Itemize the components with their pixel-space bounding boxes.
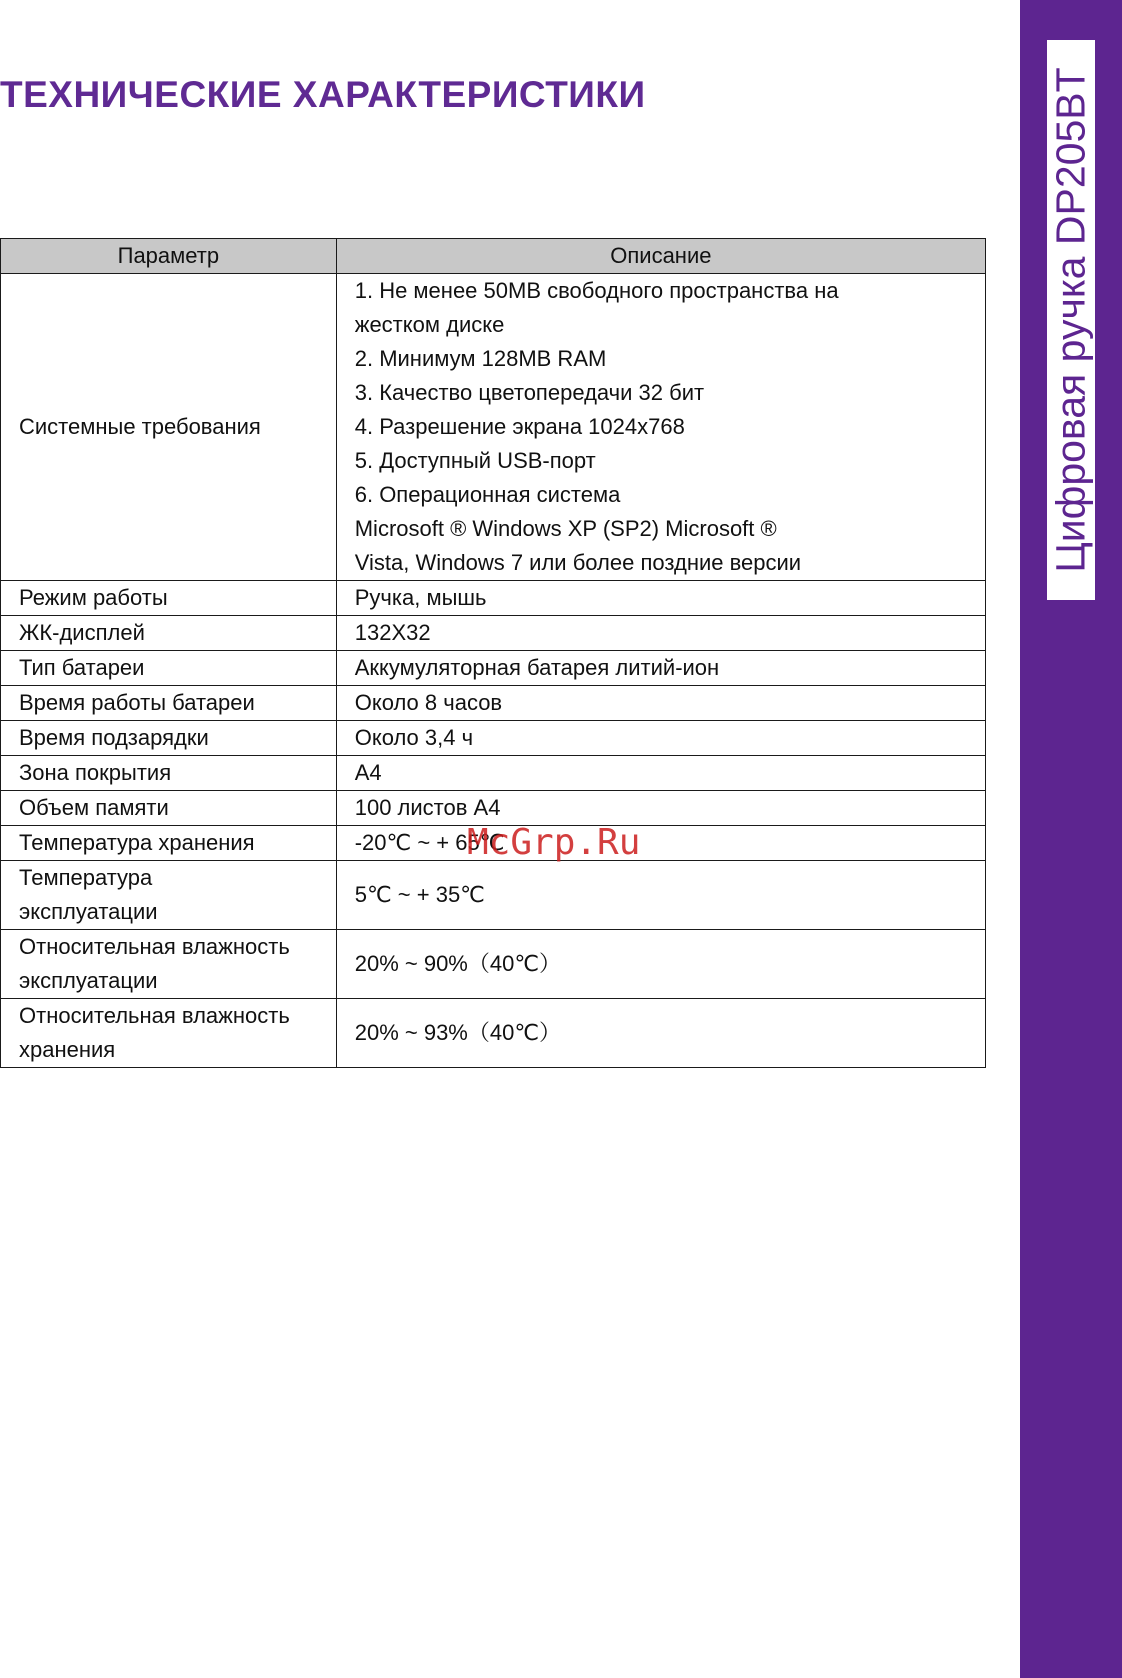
list-item: 3. Качество цветопередачи 32 бит [354,380,705,405]
list-item: 1. Не менее 50MB свободного пространства на [354,278,839,303]
table-row [1,999,986,1068]
table-row [1,930,986,999]
page-title: ТЕХНИЧЕСКИЕ ХАРАКТЕРИСТИКИ [0,74,646,115]
param-cell: Объем памяти [1,791,337,826]
param-line: Относительная влажность [19,1003,290,1028]
desc-cell: Ручка, мышь [336,581,985,616]
param-line: эксплуатации [19,899,158,924]
list-item: жестком диске [354,312,505,337]
param-cell: Зона покрытия [1,756,337,791]
param-cell [1,861,337,930]
table-row [1,581,986,616]
table-header-row [1,239,986,274]
list-item: 2. Минимум 128MB RAM [354,346,607,371]
desc-cell: 20% ~ 90%（40℃） [336,930,985,999]
param-line: Относительная влажность [19,934,290,959]
table-row [1,616,986,651]
list-item: 5. Доступный USB-порт [354,448,596,473]
param-cell: Температура хранения [1,826,337,861]
header-desc: Описание [336,239,985,274]
header-param: Параметр [1,239,337,274]
watermark: McGrp.Ru [467,822,641,863]
param-cell: Режим работы [1,581,337,616]
desc-cell: 132X32 [336,616,985,651]
table-row [1,274,986,581]
desc-cell: -20℃ ~ + 65℃ [336,826,985,861]
list-item: Microsoft ® Windows XP (SP2) Microsoft ® [354,516,777,541]
param-line: хранения [19,1037,116,1062]
desc-cell: Около 8 часов [336,686,985,721]
param-cell: Тип батареи [1,651,337,686]
table-row [1,791,986,826]
desc-cell: Аккумуляторная батарея литий-ион [336,651,985,686]
list-item: 6. Операционная система [354,482,621,507]
desc-cell: 5℃ ~ + 35℃ [336,861,985,930]
table-row [1,686,986,721]
list-item: 4. Разрешение экрана 1024x768 [354,414,685,439]
table-row [1,721,986,756]
desc-cell: Около 3,4 ч [336,721,985,756]
param-cell: ЖК-дисплей [1,616,337,651]
desc-cell: A4 [336,756,985,791]
specs-table [0,238,986,1068]
param-line: эксплуатации [19,968,158,993]
desc-cell [336,274,985,581]
param-cell: Время работы батареи [1,686,337,721]
param-cell: Время подзарядки [1,721,337,756]
table-row [1,861,986,930]
param-line: Температура [19,865,153,890]
list-item: Vista, Windows 7 или более поздние версии [354,550,802,575]
desc-cell: 100 листов A4 [336,791,985,826]
side-label: Цифровая ручка DP205BT [1047,67,1094,573]
param-cell: Системные требования [1,274,337,581]
param-cell [1,930,337,999]
requirements-list [355,274,985,580]
param-cell [1,999,337,1068]
table-row [1,651,986,686]
table-row [1,756,986,791]
desc-cell: 20% ~ 93%（40℃） [336,999,985,1068]
